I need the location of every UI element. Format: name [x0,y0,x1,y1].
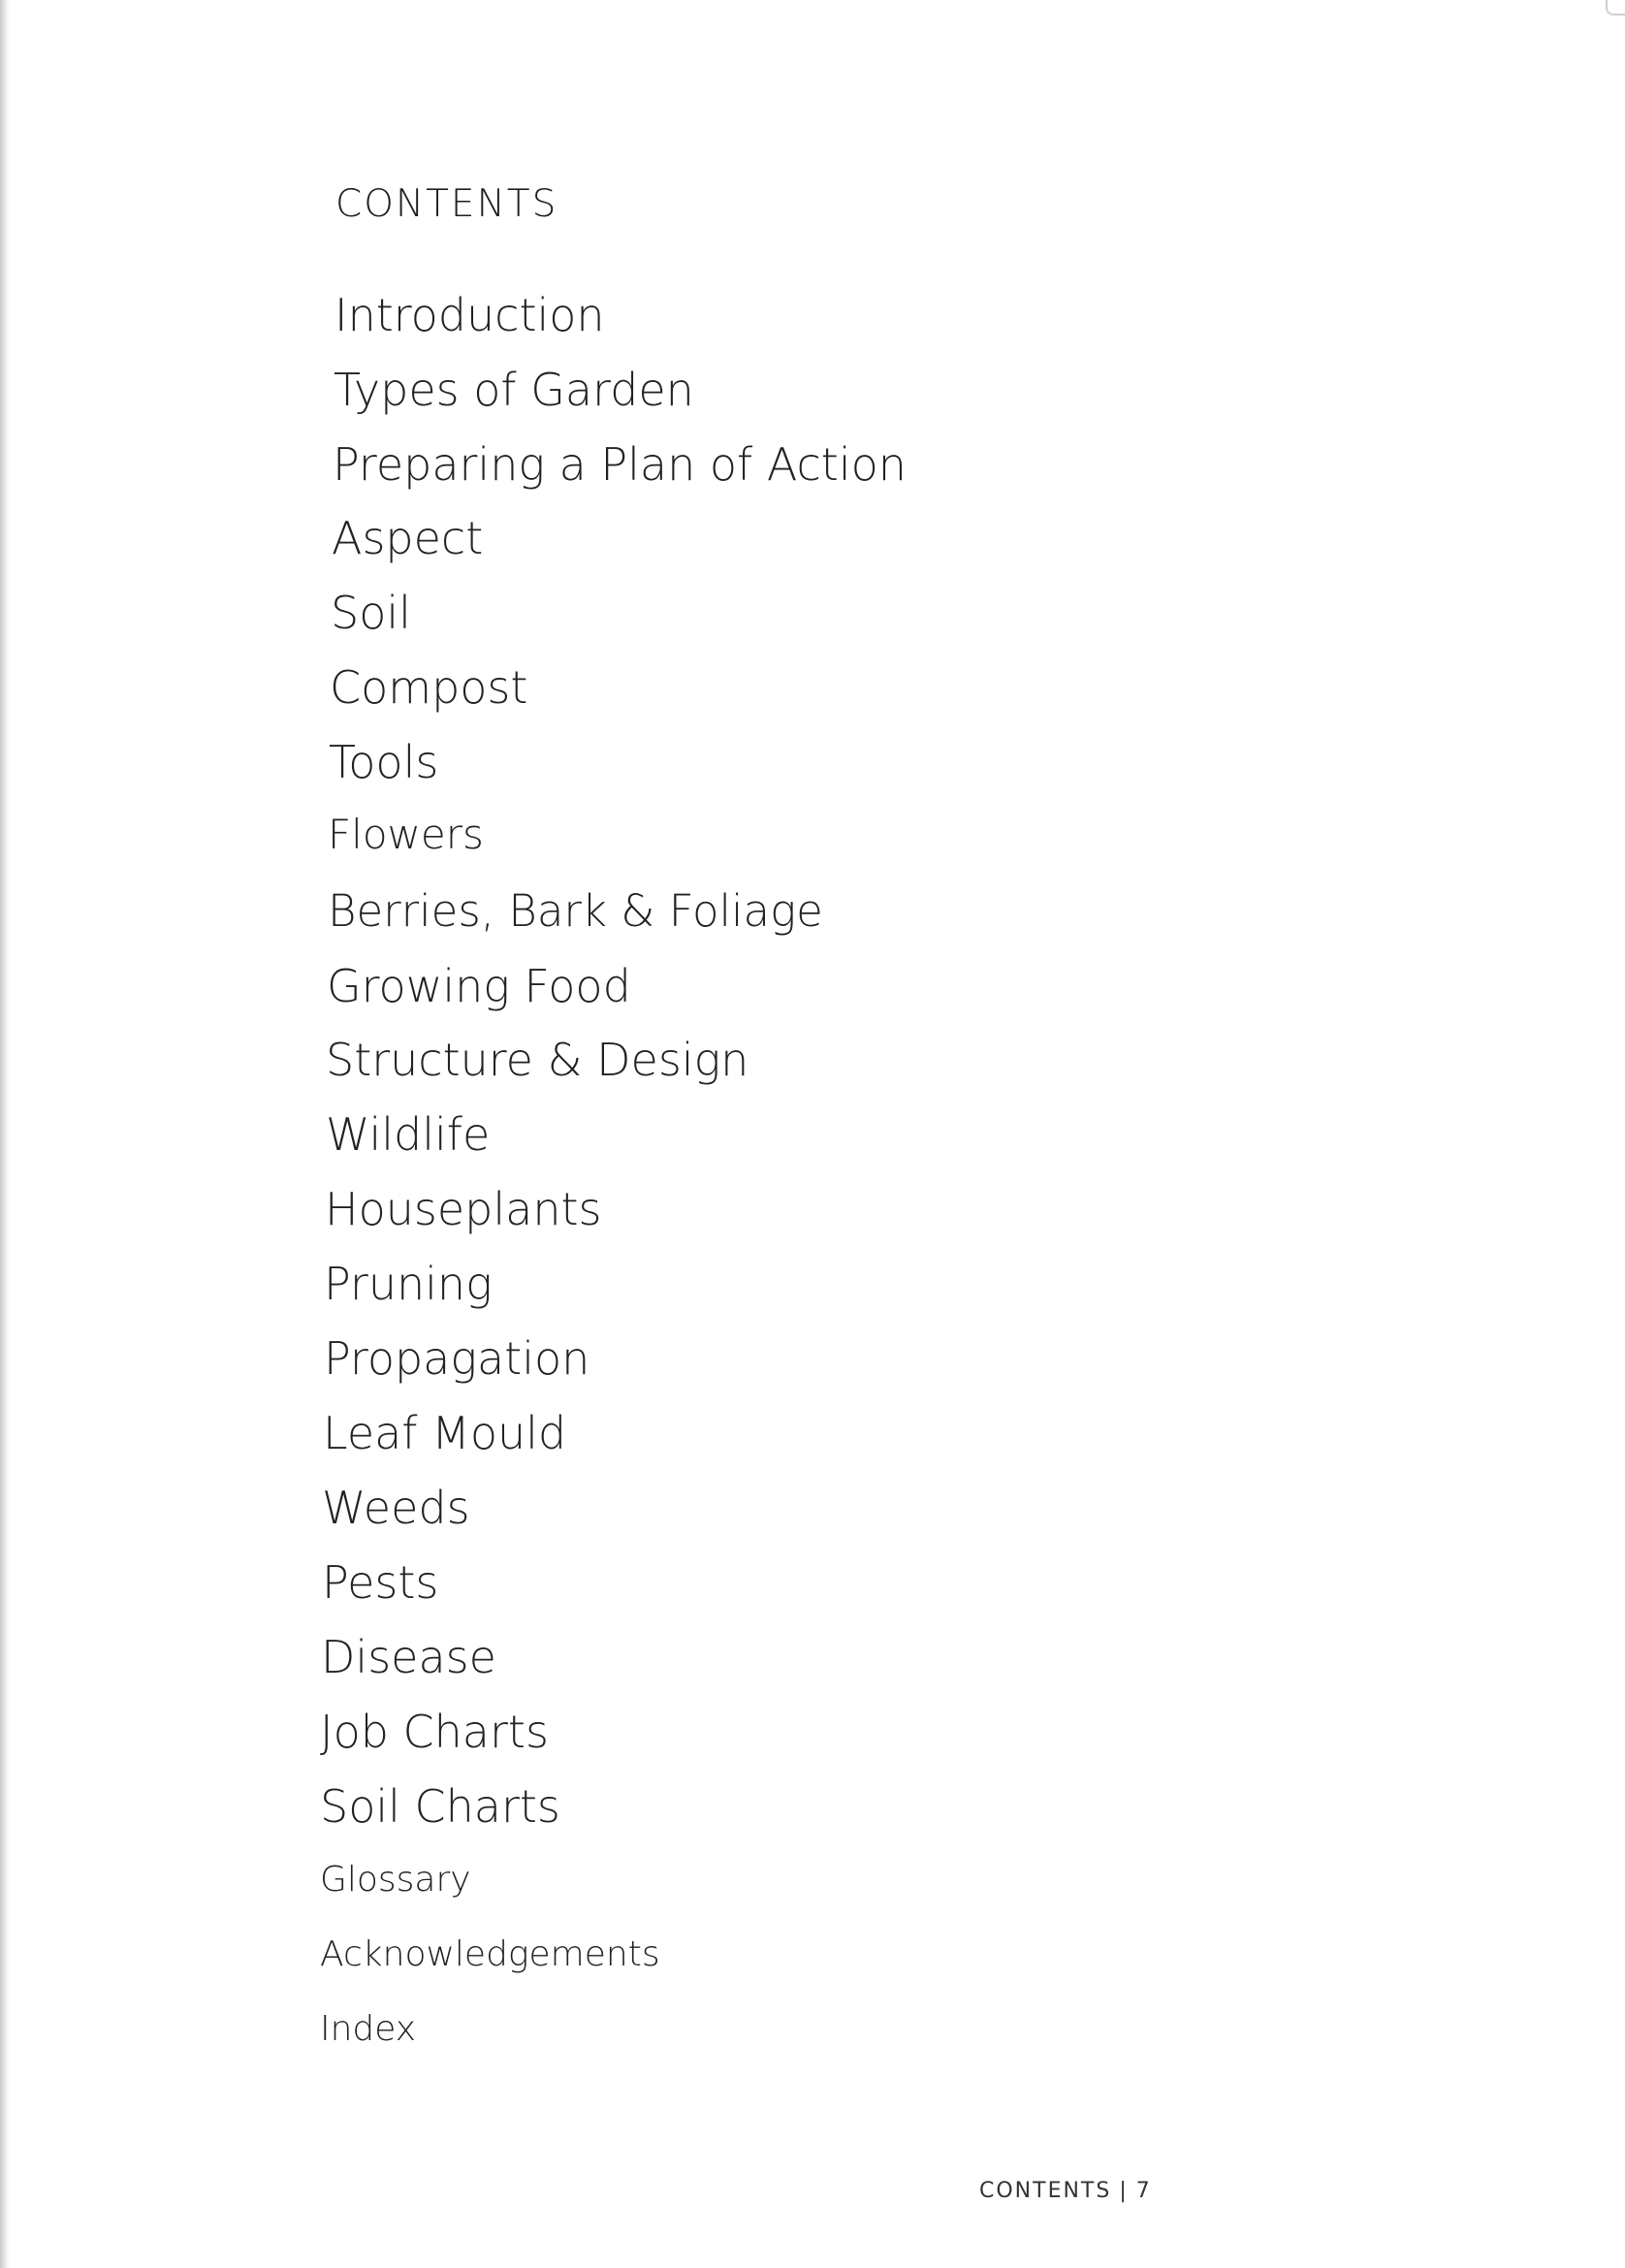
page-footer [979,2179,1152,2203]
footer-separator: | [1119,2179,1129,2203]
toc-entry-title: Glossary [320,1860,471,1900]
toc-entry-title: Compost [330,661,528,714]
toc-entry-title: Types of Garden [334,364,694,416]
toc-entry-title: Houseplants [325,1183,602,1235]
toc-entry-title: Introduction [335,289,605,341]
toc-entry-title: Leaf Mould [323,1407,567,1459]
toc-entry-title: Pruning [324,1258,493,1310]
toc-entry-title: Growing Food [327,960,631,1012]
footer-section-label: CONTENTS [979,2179,1112,2203]
toc-entry-title: Tools [329,736,439,788]
toc-entry-title: Soil [331,587,411,639]
toc-entry-title: Soil Charts [320,1780,560,1833]
toc-entry-title: Propagation [324,1332,590,1385]
toc-entry-title: Structure & Design [326,1034,749,1086]
toc-entry-title: Wildlife [326,1108,491,1161]
toc-entry-title: Job Charts [320,1706,549,1758]
toc-entry-title: Pests [322,1556,439,1609]
toc-entry-title: Acknowledgements [320,1934,660,1974]
toc-entry-title: Index [320,2009,417,2049]
toc-entry-title: Disease [321,1631,496,1683]
toc-entry-title: Preparing a Plan of Action [333,438,907,491]
footer-page-number: 7 [1135,2179,1152,2203]
page-title: CONTENTS [335,182,558,226]
toc-entry-title: Aspect [332,512,484,564]
toc-entry-title: Berries, Bark & Foliage [328,885,823,937]
toc-entry-title: Weeds [322,1482,470,1534]
toc-entry-title: Flowers [328,811,484,858]
